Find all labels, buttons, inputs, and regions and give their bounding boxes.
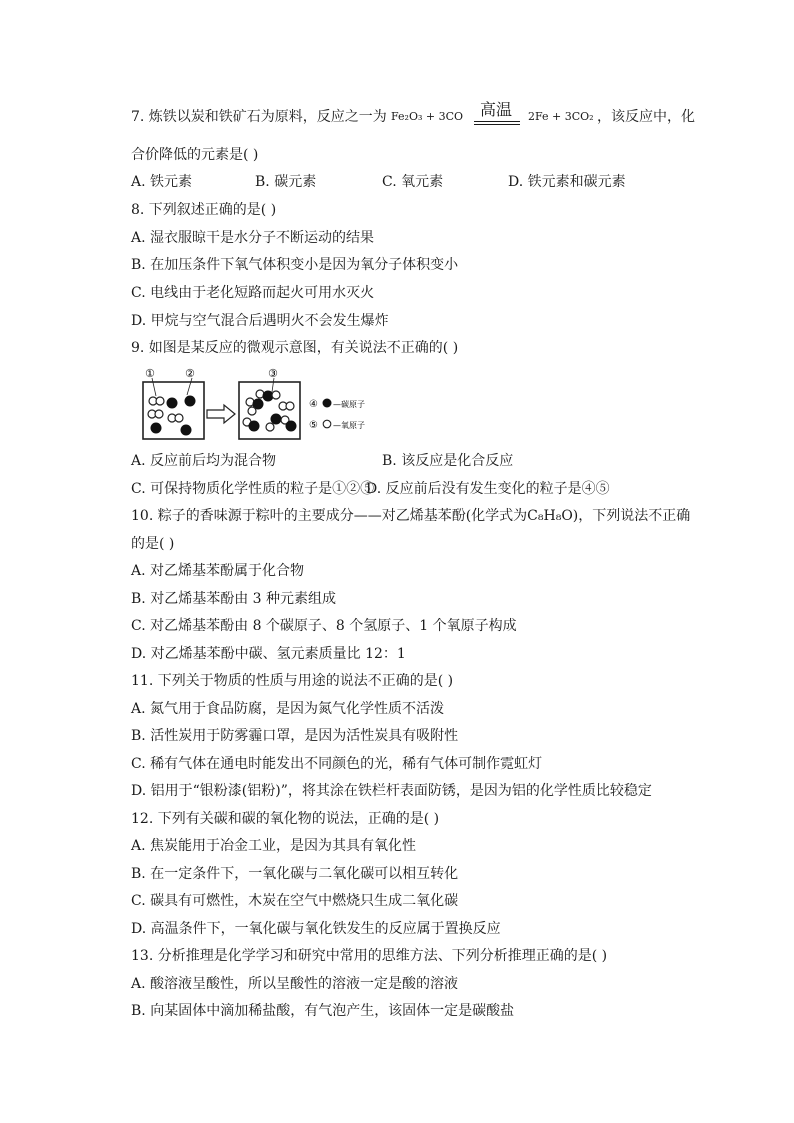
legend-carbon-text: —碳原子 (333, 400, 365, 409)
q10-option-c: C. 对乙烯基苯酚由 8 个碳原子、8 个氢原子、1 个氧原子构成 (131, 618, 517, 634)
q7-option-d: D. 铁元素和碳元素 (508, 174, 626, 190)
carbon-atom-legend-icon (323, 399, 332, 408)
q12-option-d: D. 高温条件下，一氧化碳与氧化铁发生的反应属于置换反应 (131, 921, 501, 937)
carbon-atom-d (181, 425, 192, 436)
q8-option-a: A. 湿衣服晾干是水分子不断运动的结果 (131, 230, 375, 246)
molecule-o2-c (168, 414, 183, 422)
q7-line2: 合价降低的元素是( ) (131, 147, 259, 163)
molecule-co2-c (243, 418, 260, 432)
q10-option-a: A. 对乙烯基苯酚属于化合物 (131, 563, 305, 579)
q8-option-b: B. 在加压条件下氧气体积变小是因为氧分子体积变小 (131, 257, 459, 273)
q7-option-b: B. 碳元素 (255, 174, 317, 190)
q9-option-c: C. 可保持物质化学性质的粒子是①②⑤ (131, 481, 375, 497)
label-3: ③ (268, 367, 278, 380)
molecule-o2-after (279, 402, 294, 410)
legend-oxygen-text: —氧原子 (333, 421, 365, 430)
q7-prefix: 7. 炼铁以炭和铁矿石为原料，反应之一为 (131, 109, 387, 125)
q8-stem: 8. 下列叙述正确的是( ) (131, 202, 277, 218)
q13-option-a: A. 酸溶液呈酸性，所以呈酸性的溶液一定是酸的溶液 (131, 976, 459, 992)
molecule-o2-a (149, 397, 164, 405)
q7-reactants: Fe₂O₃ + 3CO (391, 110, 464, 123)
q7-option-a: A. 铁元素 (131, 174, 193, 190)
q7-condition: 高温 (480, 100, 513, 119)
molecule-o2-b (148, 410, 163, 418)
q8-option-d: D. 甲烷与空气混合后遇明火不会发生爆炸 (131, 313, 389, 329)
molecule-co2-b (246, 398, 264, 415)
q13-stem: 13. 分析推理是化学学习和研究中常用的思维方法、下列分析推理正确的是( ) (131, 948, 608, 964)
legend-label-4: ④ (309, 399, 318, 410)
q7-reaction-bar-2 (474, 124, 520, 125)
q12-option-a: A. 焦炭能用于冶金工业，是因为其具有氧化性 (131, 838, 417, 854)
q12-option-c: C. 碳具有可燃性，木炭在空气中燃烧只生成二氧化碳 (131, 893, 459, 909)
q7-reaction-bar (474, 121, 520, 122)
pointer-3 (272, 378, 274, 392)
carbon-atom-c (151, 423, 162, 434)
label-2: ② (185, 367, 195, 380)
q11-option-a: A. 氮气用于食品防腐，是因为氮气化学性质不活泼 (131, 701, 445, 717)
q13-option-b: B. 向某固体中滴加稀盐酸，有气泡产生，该固体一定是碳酸盐 (131, 1003, 515, 1019)
carbon-atom-b (185, 396, 196, 407)
q11-option-c: C. 稀有气体在通电时能发出不同颜色的光，稀有气体可制作霓虹灯 (131, 756, 543, 772)
reaction-arrow-icon (207, 405, 235, 423)
legend-label-5: ⑤ (309, 420, 318, 431)
pointer-2 (187, 378, 192, 395)
pointer-1 (152, 378, 156, 396)
q9-stem: 9. 如图是某反应的微观示意图，有关说法不正确的( ) (131, 340, 459, 356)
q10-option-b: B. 对乙烯基苯酚由 3 种元素组成 (131, 591, 336, 607)
q7-suffix: ，该反应中，化 (597, 109, 695, 125)
q12-option-b: B. 在一定条件下，一氧化碳与二氧化碳可以相互转化 (131, 866, 459, 882)
q12-stem: 12. 下列有关碳和碳的氧化物的说法，正确的是( ) (131, 811, 440, 827)
label-1: ① (145, 367, 155, 380)
q11-option-b: B. 活性炭用于防雾霾口罩，是因为活性炭具有吸附性 (131, 728, 459, 744)
oxygen-atom-legend-icon (323, 420, 331, 428)
q8-option-c: C. 电线由于老化短路而起火可用水灭火 (131, 285, 375, 301)
q11-stem: 11. 下列关于物质的性质与用途的说法不正确的是( ) (131, 673, 454, 689)
q11-option-d: D. 铝用于“银粉漆(铝粉)”，将其涂在铁栏杆表面防锈，是因为铝的化学性质比较稳定 (131, 783, 652, 799)
q9-option-b: B. 该反应是化合反应 (382, 453, 514, 469)
carbon-atom-a (167, 398, 178, 409)
molecule-co2-d (266, 414, 297, 432)
q9-option-a: A. 反应前后均为混合物 (131, 453, 277, 469)
q7-products: 2Fe + 3CO₂ (528, 110, 594, 123)
q10-option-d: D. 对乙烯基苯酚中碳、氢元素质量比 12：1 (131, 646, 406, 662)
q10-line1: 10. 粽子的香味源于粽叶的主要成分——对乙烯基苯酚(化学式为C₈H₈O)，下列说法不正确 (131, 508, 691, 524)
q9-micro-diagram (140, 366, 380, 444)
q9-option-d: D. 反应前后没有发生变化的粒子是④⑤ (366, 481, 610, 497)
q10-line2: 的是( ) (131, 536, 175, 552)
q7-option-c: C. 氧元素 (382, 174, 444, 190)
